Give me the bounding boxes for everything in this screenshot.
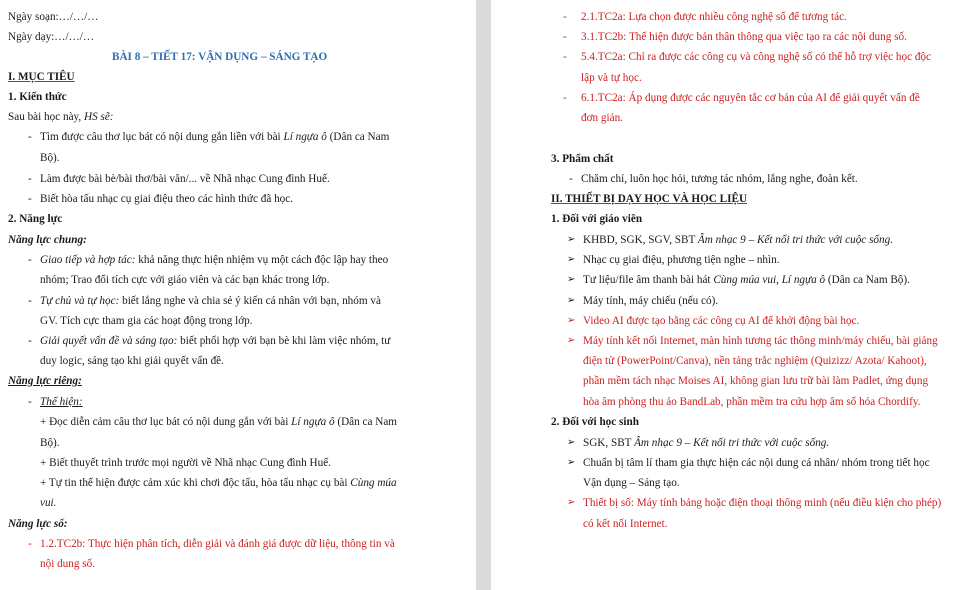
- date-taught: Ngày dạy:…/…/…: [8, 31, 95, 43]
- general-item-1: [40, 253, 388, 267]
- student-item-3-cont: có kết nối Internet.: [583, 518, 668, 530]
- performance-item-3-cont: vui.: [40, 497, 57, 509]
- arrow-bullet-icon: ➢: [567, 234, 576, 245]
- student-item-2-cont: Vận dụng – Sáng tạo.: [583, 477, 680, 489]
- performance-label: [40, 395, 83, 409]
- k1-text-a: Tìm được câu thơ lục bát có nội dung gắn liền với bài: [40, 131, 284, 143]
- teacher-item-3: [583, 273, 910, 287]
- general-item-3: [40, 334, 390, 348]
- bullet-dash: -: [28, 396, 32, 408]
- arrow-bullet-icon: ➢: [567, 437, 576, 448]
- competency-title: 2. Năng lực: [8, 213, 63, 225]
- digital-item-3: 3.1.TC2b: Thể hiện được bản thân thông qua việc tạo ra các nội dung số.: [581, 31, 907, 43]
- bullet-dash: -: [28, 131, 32, 143]
- bullet-dash: -: [563, 92, 567, 104]
- k1-text-c: (Dân ca Nam: [326, 131, 390, 143]
- bullet-dash: -: [28, 193, 32, 205]
- knowledge-item-1: [40, 130, 389, 144]
- teacher-item-6-cont-1: điện tử (PowerPoint/Canva), nền tảng trắc nghiệm (Quizizz/ Azota/ Kahoot),: [583, 355, 927, 367]
- document-page-left: [0, 0, 476, 590]
- specific-title-text: Năng lực riêng:: [8, 375, 82, 387]
- bullet-dash: -: [28, 538, 32, 550]
- p3-song: Cùng múa: [350, 477, 397, 489]
- arrow-bullet-icon: ➢: [567, 295, 576, 306]
- section-objectives-title: [8, 70, 75, 84]
- teacher-item-4: Máy tính, máy chiếu (nếu có).: [583, 295, 719, 307]
- p3-text-a: + Tự tin thể hiện được cảm xúc khi chơi độc tấu, hòa tấu nhạc cụ bài: [40, 477, 351, 489]
- t3-text-a: Tư liệu/file âm thanh bài hát: [583, 274, 714, 286]
- arrow-bullet-icon: ➢: [567, 497, 576, 508]
- student-item-1: [583, 436, 829, 450]
- teacher-item-1: [583, 233, 893, 247]
- arrow-bullet-icon: ➢: [567, 335, 576, 346]
- page-gap: [476, 0, 491, 590]
- p1-text-a: + Đọc diễn cảm câu thơ lục bát có nội dung gắn với bài: [40, 416, 292, 428]
- digital-competency-title: Năng lực số:: [8, 518, 68, 530]
- arrow-bullet-icon: ➢: [567, 457, 576, 468]
- knowledge-item-3: Biết hòa tấu nhạc cụ giai điệu theo các hình thức đã học.: [40, 193, 294, 205]
- g3-text: biết phối hợp với bạn bè khi làm việc nhóm, tư: [177, 335, 391, 347]
- qualities-item-1: Chăm chỉ, luôn học hỏi, tương tác nhóm, lắng nghe, đoàn kết.: [581, 173, 858, 185]
- digital-item-2: 2.1.TC2a: Lựa chọn được nhiều công nghệ số để tương tác.: [581, 11, 847, 23]
- general-competency-title: Năng lực chung:: [8, 234, 87, 246]
- g2-label: Tự chủ và tự học:: [40, 295, 120, 307]
- bullet-dash: -: [28, 254, 32, 266]
- bullet-dash: -: [563, 51, 567, 63]
- k1-song: Lí ngựa ô: [283, 131, 327, 143]
- digital-item-5-cont: đơn giản.: [581, 112, 623, 124]
- general-item-2: [40, 294, 381, 308]
- t1-book: Âm nhạc 9 – Kết nối tri thức với cuộc sống.: [697, 234, 894, 246]
- t3-text-c: (Dân ca Nam Bộ).: [825, 274, 910, 286]
- bullet-dash: -: [28, 295, 32, 307]
- teacher-title: 1. Đối với giáo viên: [551, 213, 643, 225]
- bullet-dash: -: [569, 173, 573, 185]
- arrow-bullet-icon: ➢: [567, 254, 576, 265]
- bullet-dash: -: [563, 31, 567, 43]
- digital-item-1: 1.2.TC2b: Thực hiện phân tích, diễn giải và đánh giá được dữ liệu, thông tin và: [40, 538, 395, 550]
- teacher-item-5: Video AI được tạo bằng các công cụ AI để khởi động bài học.: [583, 315, 860, 327]
- digital-item-4-cont: lập và tự học.: [581, 72, 642, 84]
- t1-text-a: KHBD, SGK, SGV, SBT: [583, 234, 698, 246]
- knowledge-item-1-cont: Bộ).: [40, 152, 60, 164]
- digital-item-4: 5.4.TC2a: Chỉ ra được các công cụ và công nghệ số có thể hỗ trợ việc học độc: [581, 51, 931, 63]
- knowledge-intro-text: Sau bài học này,: [8, 111, 85, 123]
- s1-text-a: SGK, SBT: [583, 437, 635, 449]
- g1-text: khả năng thực hiện nhiệm vụ một cách độc lập hay theo: [135, 254, 389, 266]
- arrow-bullet-icon: ➢: [567, 274, 576, 285]
- student-item-2: Chuẩn bị tâm lí tham gia thực hiện các nội dung cá nhân/ nhóm trong tiết học: [583, 457, 930, 469]
- section-equipment-text: II. THIẾT BỊ DẠY HỌC VÀ HỌC LIỆU: [551, 193, 748, 205]
- teacher-item-2: Nhạc cụ giai điệu, phương tiện nghe – nhìn.: [583, 254, 780, 266]
- specific-competency-title: [8, 374, 82, 388]
- digital-item-1-cont: nội dung số.: [40, 558, 96, 570]
- teacher-item-6: Máy tính kết nối Internet, màn hình tương tác thông minh/máy chiếu, bài giảng: [583, 335, 938, 347]
- bullet-dash: -: [563, 11, 567, 23]
- general-item-2-cont: GV. Tích cực tham gia các hoạt động trong lớp.: [40, 315, 253, 327]
- document-page-right: [491, 0, 975, 590]
- p1-song: Lí ngựa ô: [291, 416, 335, 428]
- bullet-dash: -: [28, 173, 32, 185]
- arrow-bullet-icon: ➢: [567, 315, 576, 326]
- knowledge-item-2: Làm được bài bè/bài thơ/bài văn/... về Nhã nhạc Cung đình Huế.: [40, 173, 330, 185]
- qualities-title: 3. Phẩm chất: [551, 153, 614, 165]
- performance-item-1-cont: Bộ).: [40, 437, 60, 449]
- date-prepared: Ngày soạn:…/…/…: [8, 11, 99, 23]
- general-item-3-cont: duy logic, sáng tạo khi giải quyết vấn đề.: [40, 355, 224, 367]
- performance-item-3: [40, 476, 397, 490]
- lesson-title: BÀI 8 – TIẾT 17: VẬN DỤNG – SÁNG TẠO: [112, 51, 328, 63]
- knowledge-intro: [8, 110, 114, 124]
- teacher-item-6-cont-2: phần mềm tách nhạc Moises AI, không gian lưu trữ bài làm Padlet, ứng dụng: [583, 375, 929, 387]
- performance-item-2: + Biết thuyết trình trước mọi người về Nhã nhạc Cung đình Huế.: [40, 457, 331, 469]
- g3-label: Giải quyết vấn đề và sáng tạo:: [40, 335, 178, 347]
- section-objectives-text: I. MỤC TIÊU: [8, 71, 75, 83]
- p1-text-c: (Dân ca Nam: [334, 416, 397, 428]
- performance-label-text: Thể hiện:: [40, 396, 83, 408]
- teacher-item-6-cont-3: hòa âm phòng thu ảo BandLab, phần mềm tra cứu hợp âm số hóa Chordify.: [583, 396, 921, 408]
- general-item-1-cont: nhóm; Trao đổi tích cực với giáo viên và các bạn khác trong lớp.: [40, 274, 330, 286]
- student-title: 2. Đối với học sinh: [551, 416, 639, 428]
- g1-label: Giao tiếp và hợp tác:: [40, 254, 136, 266]
- digital-item-5: 6.1.TC2a: Áp dụng được các nguyên tắc cơ bản của AI để giải quyết vấn đề: [581, 92, 920, 104]
- knowledge-intro-italic: HS sẽ:: [84, 111, 114, 123]
- t3-songs: Cùng múa vui, Lí ngựa ô: [713, 274, 826, 286]
- performance-item-1: [40, 415, 397, 429]
- bullet-dash: -: [28, 335, 32, 347]
- student-item-3: Thiết bị số: Máy tính bảng hoặc điện thoại thông minh (nếu điều kiện cho phép): [583, 497, 942, 509]
- s1-book: Âm nhạc 9 – Kết nối tri thức với cuộc sống.: [634, 437, 830, 449]
- section-equipment-title: [551, 192, 747, 206]
- knowledge-title: 1. Kiến thức: [8, 91, 67, 103]
- g2-text: biết lắng nghe và chia sẻ ý kiến cá nhân với bạn, nhóm và: [119, 295, 381, 307]
